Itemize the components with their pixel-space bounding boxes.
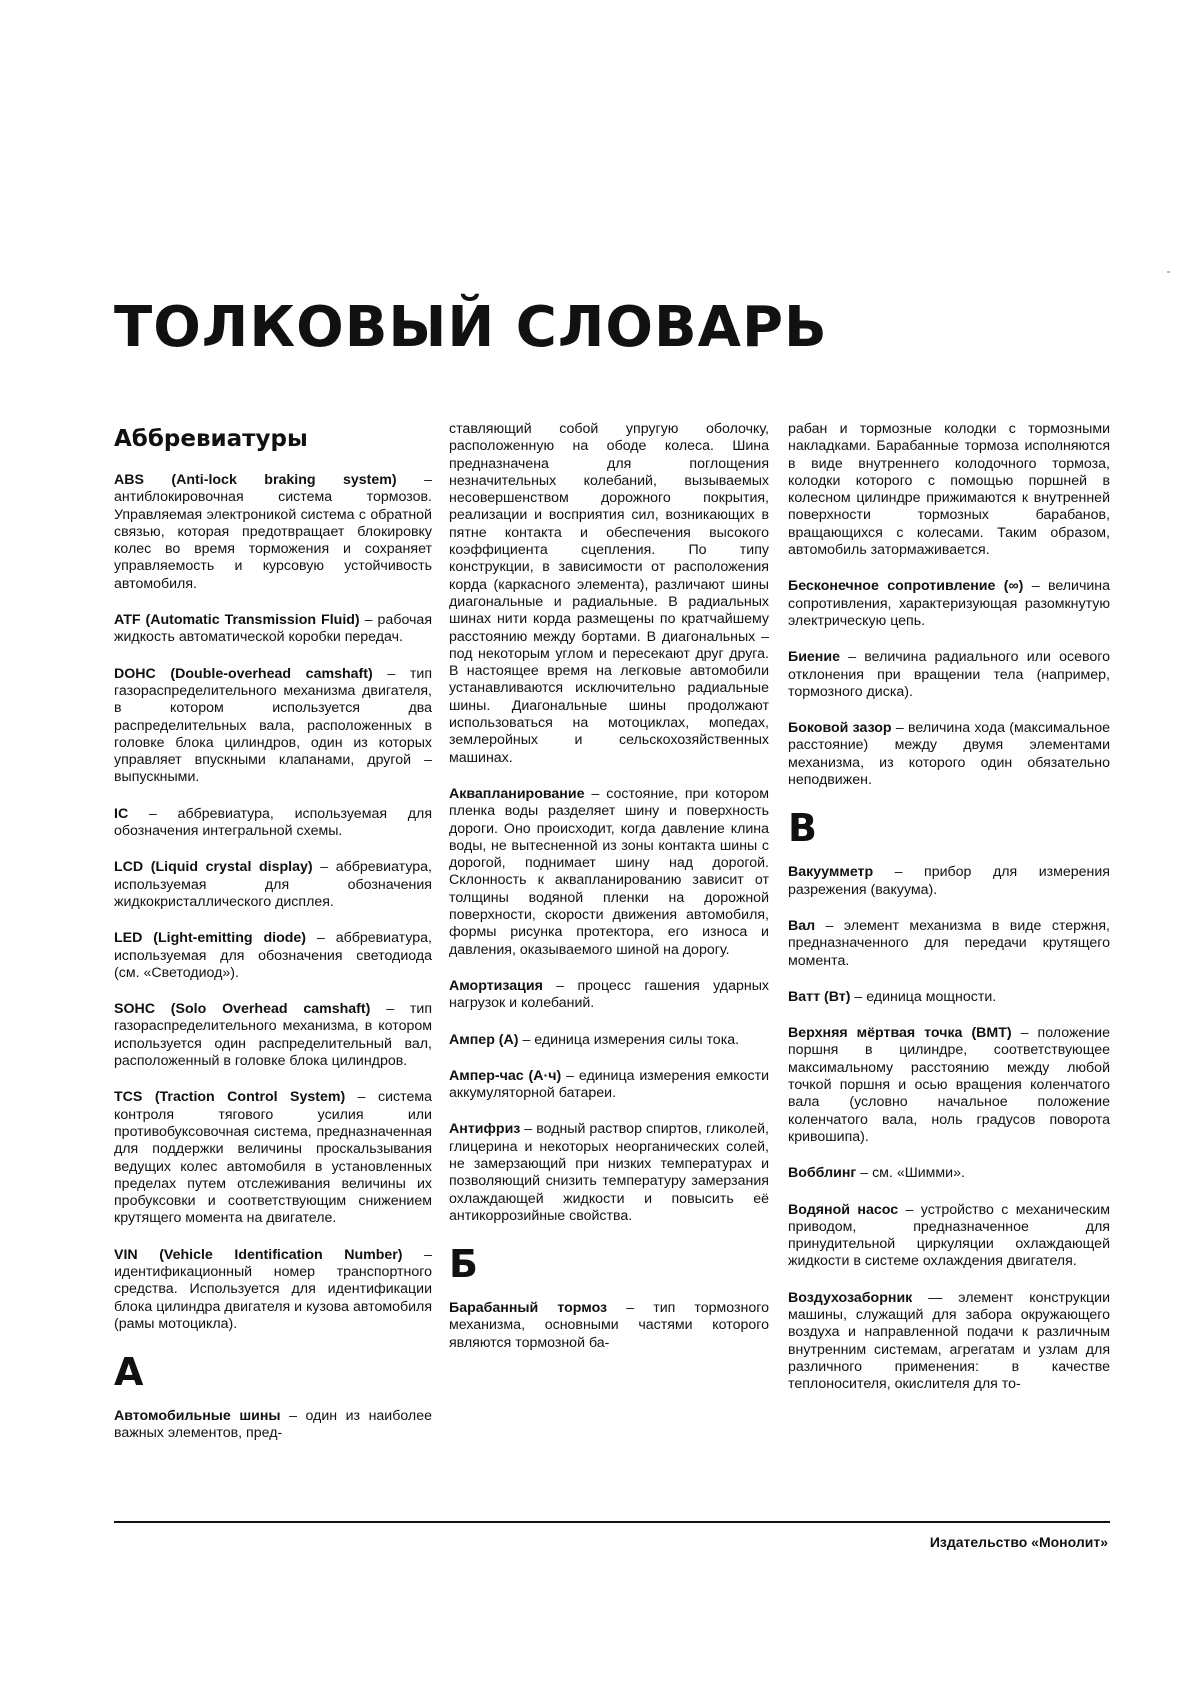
entry-definition: – аббревиатура, используемая для обозначения жидкокристаллического дисплея.	[114, 859, 432, 910]
entry-term: LED (Light-emitting diode)	[114, 930, 307, 947]
glossary-entry	[449, 978, 769, 1013]
entry-term: Биение	[788, 649, 840, 666]
entry-definition: – единица мощности.	[850, 988, 997, 1005]
glossary-entry	[449, 1121, 769, 1225]
entry-definition: – величина сопротивления, характеризующая разомкнутую электрическую цепь.	[788, 578, 1110, 629]
page-title: ТОЛКОВЫЙ СЛОВАРЬ	[114, 295, 828, 360]
entry-definition: – аббревиатура, используемая для обозначения интегральной схемы.	[114, 805, 432, 840]
glossary-entry	[449, 1068, 769, 1103]
entry-definition: – рабочая жидкость автоматической коробки передач.	[114, 612, 432, 646]
entry-term: Ватт (Вт)	[788, 988, 851, 1005]
entry-term: Аквапланирование	[449, 785, 585, 802]
glossary-entry	[114, 930, 432, 982]
entry-term: Барабанный тормоз	[449, 1300, 608, 1317]
glossary-entry	[788, 578, 1110, 630]
entry-term: Воздухозаборник	[788, 1289, 913, 1306]
glossary-entry	[788, 1290, 1110, 1394]
entry-definition: – система контроля тягового усилия или противобуксовочная система, предназначенная для поддержки величины проскальзывания ведущих колес автомобиля в установленных пределах путем отслеживания величины их пробуксовки и соответствующим снижением крутящего момента на двигателе.	[114, 1089, 432, 1227]
glossary-entry	[788, 649, 1110, 701]
glossary-entry	[788, 989, 1110, 1006]
entry-definition: – устройство с механическим приводом, предназначенное для принудительной циркуляции охлаждающей жидкости в системе охлаждения двигателя.	[788, 1201, 1110, 1270]
entry-term: TCS (Traction Control System)	[114, 1089, 346, 1106]
entry-term: DOHC (Double-overhead camshaft)	[114, 665, 373, 682]
glossary-entry	[449, 786, 769, 959]
entry-definition: – антиблокировочная система тормозов. Управляемая электроникой система с обратной связью, которая предотвращает блокировку колес во время торможения и сохраняет управляемость и курсовую устойчивость автомобиля.	[114, 472, 432, 592]
column-1	[114, 420, 432, 1462]
glossary-entry	[788, 1202, 1110, 1271]
entry-definition: – состояние, при котором пленка воды разделяет шину и поверхность дороги. Оно происходит, когда давление клина воды, не вытесненной из зоны контакта шины с дорогой, поднимает шину над дорогой. Склонность к аквапланированию зависит от толщины водяной пленки на дорожной поверхности, скорости движения автомобиля, формы рисунка протектора, его износа и давления, оказываемого шиной на дорогу.	[449, 785, 769, 958]
glossary-entry	[788, 864, 1110, 899]
letter-heading-a: А	[114, 1350, 144, 1395]
glossary-entry	[114, 666, 432, 787]
glossary-entry	[449, 1032, 769, 1049]
entry-definition: – идентификационный номер транспортного средства. Используется для идентификации блока цилиндра двигателя и кузова автомобиля (рамы мотоцикла).	[114, 1246, 432, 1332]
glossary-entry	[114, 612, 432, 647]
entry-term: Автомобильные шины	[114, 1408, 281, 1425]
entry-definition: – тип газораспределительного механизма, в котором используется один распределительный вал, расположенный в головке блока цилиндров.	[114, 1001, 432, 1070]
entry-definition: – аббревиатура, используемая для обозначения светодиода (см. «Светодиод»).	[114, 930, 432, 981]
entry-list	[788, 578, 1110, 789]
entry-term: IC	[114, 805, 129, 822]
entry-list	[788, 864, 1110, 1393]
entry-term: VIN (Vehicle Identification Number)	[114, 1246, 403, 1263]
letter-heading-b: Б	[449, 1242, 478, 1287]
entry-definition: – один из наиболее важных элементов, пред-	[114, 1408, 432, 1442]
entry-list	[114, 472, 432, 1333]
glossary-entry	[114, 1089, 432, 1227]
entry-definition: – прибор для измерения разрежения (вакуума).	[788, 864, 1110, 898]
glossary-entry	[788, 720, 1110, 789]
entry-definition: – см. «Шимми».	[856, 1165, 965, 1182]
entry-term: Верхняя мёртвая точка (ВМТ)	[788, 1025, 1012, 1042]
entry-term: ATF (Automatic Transmission Fluid)	[114, 612, 360, 629]
glossary-entry	[114, 472, 432, 593]
glossary-entry	[788, 1165, 1110, 1182]
glossary-entry	[114, 859, 432, 911]
entry-definition: – величина хода (максимальное расстояние) между двумя элементами механизма, из которого один обязательно неподвижен.	[788, 720, 1110, 789]
entry-term: SOHC (Solo Overhead camshaft)	[114, 1001, 371, 1018]
entry-term: Ампер-час (А·ч)	[449, 1067, 562, 1084]
column-2	[449, 421, 769, 1371]
entry-term: ABS (Anti-lock braking system)	[114, 472, 397, 488]
glossary-entry	[788, 918, 1110, 970]
entry-term: Амортизация	[449, 977, 543, 994]
glossary-entry	[114, 806, 432, 841]
entry-definition: – величина радиального или осевого отклонения при вращении тела (например, тормозного диска).	[788, 649, 1110, 700]
entry-term: LCD (Liquid crystal display)	[114, 859, 313, 876]
entry-definition: – тип тормозного механизма, основными частями которого являются тормозной ба-	[449, 1300, 769, 1351]
margin-mark	[1167, 271, 1170, 273]
publisher-name: Издательство «Монолит»	[929, 1534, 1108, 1550]
entry-continuation: ставляющий собой упругую оболочку, расположенную на ободе колеса. Шина предназначена для поглощения незначительных колебаний, вызываемых несовершенством дорожного покрытия, реализации и восприятия сил, возникающих в пятне контакта и обеспечения высокого коэффициента сцепления. По типу конструкции, в зависимости от расположения корда (каркасного элемента), различают шины диагональные и радиальные. В радиальных шинах нити корда размещены по кратчайшему расстоянию между бортами. В диагональных – под некоторым углом и пересекают друг друга. В настоящее время на легковые автомобили устанавливаются исключительно радиальные шины. Диагональные шины продолжают использоваться на мотоциклах, мопедах, землеройных и сельскохозяйственных машинах.	[449, 421, 769, 766]
entry-list	[449, 786, 769, 1225]
glossary-entry	[449, 1300, 769, 1352]
glossary-entry	[788, 1025, 1110, 1146]
column-3	[788, 421, 1110, 1412]
glossary-entry	[114, 1408, 432, 1443]
entry-term: Вал	[788, 917, 816, 934]
entry-definition: – процесс гашения ударных нагрузок и колебаний.	[449, 977, 769, 1012]
entry-term: Бесконечное сопротивление (∞)	[788, 578, 1024, 595]
entry-term: Боковой зазор	[788, 720, 892, 737]
entry-definition: – единица измерения емкости аккумуляторной батареи.	[449, 1067, 769, 1102]
glossary-entry	[114, 1001, 432, 1070]
entry-definition: – элемент механизма в виде стержня, предназначенного для передачи крутящего момента.	[788, 917, 1110, 969]
entry-definition: – тип газораспределительного механизма двигателя, в котором используется два распределительных вала, расположенных в головке блока цилиндров, один из которых управляет впускными клапанами, другой – выпускными.	[114, 665, 432, 786]
section-heading: Аббревиатуры	[114, 426, 308, 452]
entry-continuation: рабан и тормозные колодки с тормозными накладками. Барабанные тормоза исполняются в виде внутреннего колодочного тормоза, колодки которого с помощью поршней в колесном цилиндре прижимаются к внутренней поверхности тормозных барабанов, вращающихся с колесами. Таким образом, автомобиль затормаживается.	[788, 421, 1110, 559]
entry-definition: – водный раствор спиртов, гликолей, глицерина и некоторых неорганических солей, не замерзающий при низких температурах и позволяющий снизить температуру замерзания охлаждающей жидкости и повысить её антикоррозийные свойства.	[449, 1121, 769, 1224]
footer-rule	[114, 1521, 1110, 1523]
entry-term: Ампер (А)	[449, 1031, 519, 1048]
entry-term: Антифриз	[449, 1121, 521, 1138]
entry-definition: – единица измерения силы тока.	[518, 1031, 740, 1048]
entry-definition: – положение поршня в цилиндре, соответствующее максимальному расстоянию между любой точкой поршня и осью вращения коленчатого вала (условно начальное положение коленчатого вала, ноль градусов поворота кривошипа).	[788, 1025, 1110, 1145]
entry-term: Вакуумметр	[788, 864, 874, 881]
entry-term: Вобблинг	[788, 1165, 857, 1182]
entry-definition: — элемент конструкции машины, служащий для забора окружающего воздуха и направленной подачи к различным внутренним системам, агрегатам и узлам для различного применения: в качестве теплоносителя, окислителя для то-	[788, 1289, 1110, 1393]
letter-heading-v: В	[788, 806, 817, 851]
entry-term: Водяной насос	[788, 1201, 899, 1218]
glossary-entry	[114, 1247, 432, 1333]
